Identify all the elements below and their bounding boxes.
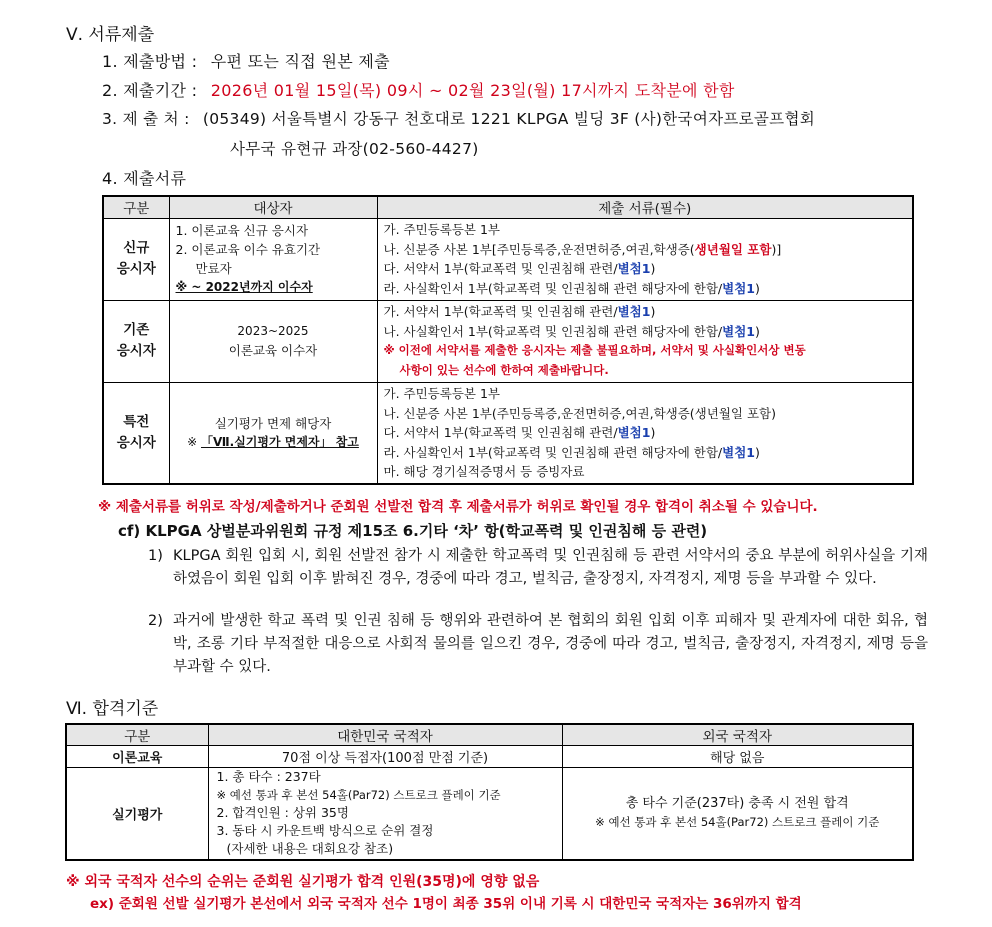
pass-header-category: 구분 — [66, 724, 208, 746]
section5-title: Ⅴ. 서류제출 — [66, 25, 155, 45]
pass-criteria-table — [65, 723, 914, 861]
period-row — [102, 78, 735, 101]
cf-paragraph-1: 1) KLPGA 회원 입회 시, 회원 선발전 참가 시 제출한 학교폭력 및 인권침해 등 관련 서약서의 중요 부분에 허위사실을 기재하였음이 회원 입회 이후 밝혀진 경우, 경중에 따라 경고, 벌칙금, 출장정지, 자격정지, 제명 등을 부과할 수 있다. — [148, 548, 928, 587]
method-label: 1. 제출방법 : — [102, 52, 198, 71]
method-row — [102, 49, 390, 72]
row-special-applicant — [103, 382, 913, 484]
place-row — [102, 107, 815, 129]
header-documents: 제출 서류(필수) — [377, 196, 913, 218]
falsification-warning: ※ 제출서류를 허위로 작성/제출하거나 준회원 선발전 합격 후 제출서류가 허위로 확인될 경우 합격이 취소될 수 있습니다. — [98, 499, 818, 515]
row-new-applicant — [103, 218, 913, 300]
target-special: 실기평가 면제 해당자 ※ 「Ⅶ.실기평가 면제자」 참고 — [169, 382, 377, 484]
section6-title: Ⅵ. 합격기준 — [66, 699, 159, 719]
row-theory — [66, 746, 913, 768]
pass-table-header — [66, 724, 913, 746]
documents-existing: 가. 서약서 1부(학교폭력 및 인권침해 관련/별첨1) 나. 사실확인서 1부(학교폭력 및 인권침해 관련 해당자에 한함/별첨1) ※ 이전에 서약서를 제출한 응시자는 제출 불필요하며, 서약서 및 사실확인서상 변동 사항이 있는 선수에 한하여 제출바랍니다. — [377, 300, 913, 382]
row-existing-applicant — [103, 300, 913, 382]
place-label: 3. 제 출 처 : — [102, 110, 190, 128]
cf-title: cf) KLPGA 상벌분과위원회 규정 제15조 6.기타 ‘차’ 항(학교폭력 및 인권침해 등 관련) — [118, 522, 708, 540]
header-target: 대상자 — [169, 196, 377, 218]
pass-header-foreign: 외국 국적자 — [562, 724, 913, 746]
docs-label: 4. 제출서류 — [102, 169, 187, 188]
category-existing: 기존 응시자 — [103, 300, 169, 382]
documents-table-header — [103, 196, 913, 218]
period-label: 2. 제출기간 : — [102, 81, 198, 100]
target-existing: 2023~2025 이론교육 이수자 — [169, 300, 377, 382]
category-new: 신규 응시자 — [103, 218, 169, 300]
method-value: 우편 또는 직접 원본 제출 — [210, 52, 390, 71]
foreign-rank-note: ※ 외국 국적자 선수의 순위는 준회원 실기평가 합격 인원(35명)에 영향 없음 — [66, 874, 540, 890]
documents-special: 가. 주민등록등본 1부 나. 신분증 사본 1부(주민등록증,운전면허증,여권,학생증(생년월일 포함) 다. 서약서 1부(학교폭력 및 인권침해 관련/별첨1) 라. 사실확인서 1부(학교폭력 및 인권침해 관련 해당자에 한함/별첨1) 마. 해당 경기실적증명서 등 증빙자료 — [377, 382, 913, 484]
foreign-rank-example: ex) 준회원 선발 실기평가 본선에서 외국 국적자 선수 1명이 최종 35위 이내 기록 시 대한민국 국적자는 36위까지 합격 — [90, 896, 802, 912]
header-category: 구분 — [103, 196, 169, 218]
practical-foreign: 총 타수 기준(237타) 충족 시 전원 합격 ※ 예선 통과 후 본선 54홀(Par72) 스트로크 플레이 기준 — [562, 768, 913, 860]
theory-korean: 70점 이상 득점자(100점 만점 기준) — [208, 746, 562, 768]
practical-korean: 1. 총 타수 : 237타 ※ 예선 통과 후 본선 54홀(Par72) 스트로크 플레이 기준 2. 합격인원 : 상위 35명 3. 동타 시 카운트백 방식으로 순위 결정 (자세한 내용은 대회요강 참조) — [208, 768, 562, 860]
row-practical — [66, 768, 913, 860]
documents-table — [102, 195, 914, 485]
pass-header-korean: 대한민국 국적자 — [208, 724, 562, 746]
target-new: 1. 이론교육 신규 응시자 2. 이론교육 이수 유효기간 만료자 ※ ~ 2022년까지 이수자 — [169, 218, 377, 300]
documents-new: 가. 주민등록등본 1부 나. 신분증 사본 1부[주민등록증,운전면허증,여권,학생증(생년월일 포함)] 다. 서약서 1부(학교폭력 및 인권침해 관련/별첨1) 라. 사실확인서 1부(학교폭력 및 인권침해 관련 해당자에 한함/별첨1) — [377, 218, 913, 300]
theory-label: 이론교육 — [66, 746, 208, 768]
place-value-line2: 사무국 유현규 과장(02-560-4427) — [230, 140, 479, 158]
cf-paragraph-2: 2) 과거에 발생한 학교 폭력 및 인권 침해 등 행위와 관련하여 본 협회의 회원 입회 이후 피해자 및 관계자에 대한 회유, 협박, 조롱 기타 부적절한 대응으로 사회적 물의를 일으킨 경우, 경중에 따라 경고, 벌칙금, 출장정지, 자격정지, 제명 등을 부과할 수 있다. — [148, 613, 928, 675]
period-value: 2026년 01월 15일(목) 09시 ~ 02월 23일(월) 17시까지 도착분에 한함 — [210, 81, 735, 100]
category-special: 특전 응시자 — [103, 382, 169, 484]
theory-foreign: 해당 없음 — [562, 746, 913, 768]
place-value-line1: (05349) 서울특별시 강동구 천호대로 1221 KLPGA 빌딩 3F (사)한국여자프로골프협회 — [202, 110, 815, 128]
practical-label: 실기평가 — [66, 768, 208, 860]
